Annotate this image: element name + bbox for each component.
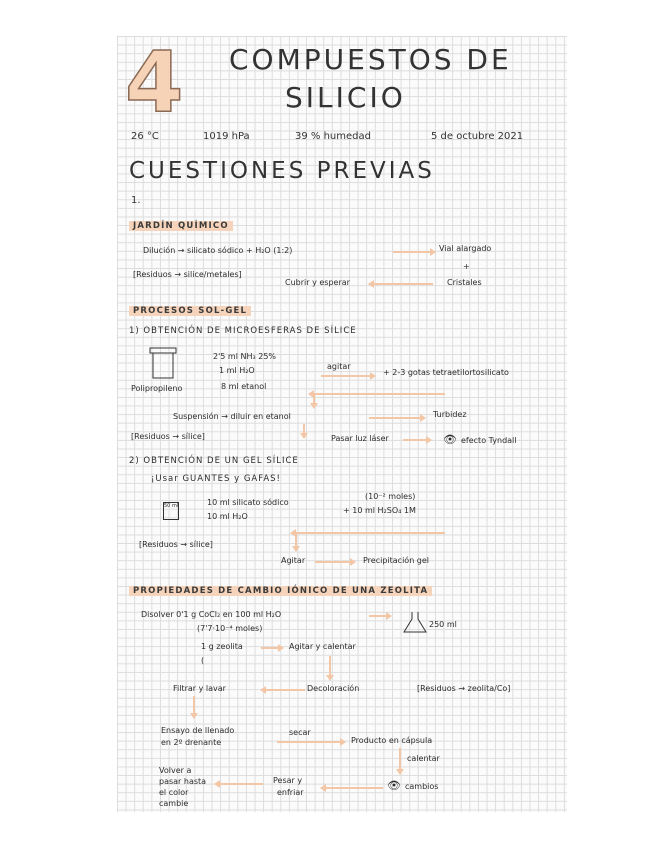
residuos-zeolita: [Residuos → zeolita/Co]	[417, 684, 511, 693]
vial-text: Vial alargado	[439, 244, 492, 253]
agitar-text: agitar	[327, 362, 351, 371]
ensayo-line-2: en 2º drenante	[161, 738, 222, 747]
volver-line-3: el color	[159, 788, 189, 797]
cubrir-text: Cubrir y esperar	[285, 278, 350, 287]
laser-text: Pasar luz láser	[331, 434, 389, 443]
arrow	[369, 417, 421, 419]
turbidez-text: Turbidez	[433, 410, 467, 419]
arrow	[265, 689, 305, 691]
pressure: 1019 hPa	[203, 131, 250, 142]
subheading-microesferas: 1) OBTENCIÓN DE MICROESFERAS DE SÍLICE	[129, 326, 357, 336]
arrow	[313, 394, 315, 404]
arrow	[399, 748, 401, 770]
section-title: CUESTIONES PREVIAS	[129, 158, 435, 184]
humidity: 39 % humedad	[295, 131, 371, 142]
arrow	[277, 741, 341, 743]
calentar-text: calentar	[407, 754, 440, 763]
beaker-icon	[147, 346, 181, 380]
arrow	[329, 656, 331, 676]
erlenmeyer-flask-icon	[401, 610, 429, 634]
eye-icon: 👁	[443, 433, 457, 446]
arrow	[315, 561, 351, 563]
zeolita-text: 1 g zeolita	[201, 642, 243, 651]
moles-cocl2-text: (7'7·10⁻⁴ moles)	[197, 624, 263, 633]
secar-text: secar	[289, 728, 311, 737]
title-line-1: COMPUESTOS DE	[229, 43, 512, 76]
title-line-2: SILICIO	[285, 81, 406, 114]
notebook-page	[117, 33, 567, 812]
arrow	[295, 532, 445, 534]
filtrar-text: Filtrar y lavar	[173, 684, 226, 693]
warning-guantes: ¡Usar GUANTES y GAFAS!	[151, 474, 281, 484]
arrow	[373, 283, 433, 285]
volver-line-2: pasar hasta	[159, 777, 207, 786]
ensayo-line-1: Ensayo de llenado	[161, 726, 235, 735]
arrow	[303, 424, 305, 434]
arrow	[403, 439, 427, 441]
h2o-text: 1 ml H₂O	[219, 366, 255, 375]
flask-volume-text: 250 ml	[429, 620, 457, 629]
disolver-text: Disolver 0'1 g CoCl₂ en 100 ml H₂O	[141, 610, 282, 619]
precipitacion-text: Precipitación gel	[363, 556, 430, 565]
item-number: 1.	[131, 195, 141, 206]
silicato-text: 10 ml silicato sódico	[207, 498, 289, 507]
etanol-text: 8 ml etanol	[221, 382, 267, 391]
agitar-2-text: Agitar	[281, 556, 306, 565]
arrow	[369, 615, 387, 617]
arrow	[261, 647, 279, 649]
heading-zeolita: PROPIEDADES DE CAMBIO IÓNICO DE UNA ZEOLITA	[129, 586, 432, 596]
enfriar-text: enfriar	[277, 788, 304, 797]
h2so4-text: + 10 ml H₂SO₄ 1M	[343, 506, 416, 515]
producto-text: Producto en cápsula	[351, 736, 433, 745]
h2o-10-text: 10 ml H₂O	[207, 512, 248, 521]
eye-icon: 👁	[387, 779, 401, 792]
chapter-number: 4	[125, 33, 184, 131]
gotas-text: + 2-3 gotas tetraetilortosilicato	[383, 368, 509, 377]
residuos-silice-2: [Residuos → sílice]	[139, 540, 213, 549]
moles-text: (10⁻² moles)	[365, 492, 416, 501]
arrow	[193, 696, 195, 714]
arrow	[393, 251, 431, 253]
polipropileno-text: Polipropileno	[131, 384, 183, 393]
dilucion-text: Dilución → silicato sódico + H₂O (1:2)	[143, 246, 293, 255]
heading-sol-gel: PROCESOS SOL-GEL	[129, 306, 251, 316]
date: 5 de octubre 2021	[431, 131, 524, 142]
volver-line-4: cambie	[159, 799, 189, 808]
subheading-gel: 2) OBTENCIÓN DE UN GEL SÍLICE	[129, 456, 299, 466]
nh3-text: 2'5 ml NH₃ 25%	[213, 352, 277, 361]
temperature: 26 °C	[131, 131, 159, 142]
arrow	[219, 783, 263, 785]
pesar-text: Pesar y	[273, 776, 303, 785]
suspension-text: Suspensión → diluir en etanol	[173, 412, 291, 421]
arrow	[313, 393, 445, 395]
arrow	[325, 787, 383, 789]
heading-jardin-quimico: JARDÍN QUÍMICO	[129, 221, 233, 231]
arrow	[295, 533, 297, 547]
cambios-text: cambios	[405, 782, 439, 791]
decoloracion-text: Decoloración	[307, 684, 360, 693]
beaker-50ml-icon: 50 ml	[163, 502, 179, 520]
plus-text: +	[463, 262, 470, 271]
tyndall-text: efecto Tyndall	[461, 436, 517, 445]
cristales-text: Cristales	[447, 278, 482, 287]
agitar-calentar-text: Agitar y calentar	[289, 642, 356, 651]
arrow	[321, 375, 371, 377]
paren-text: (	[201, 656, 205, 665]
volver-line-1: Volver a	[159, 766, 192, 775]
residuos-silice: [Residuos → sílice]	[131, 432, 205, 441]
residuos-jardin: [Residuos → silice/metales]	[133, 270, 242, 279]
